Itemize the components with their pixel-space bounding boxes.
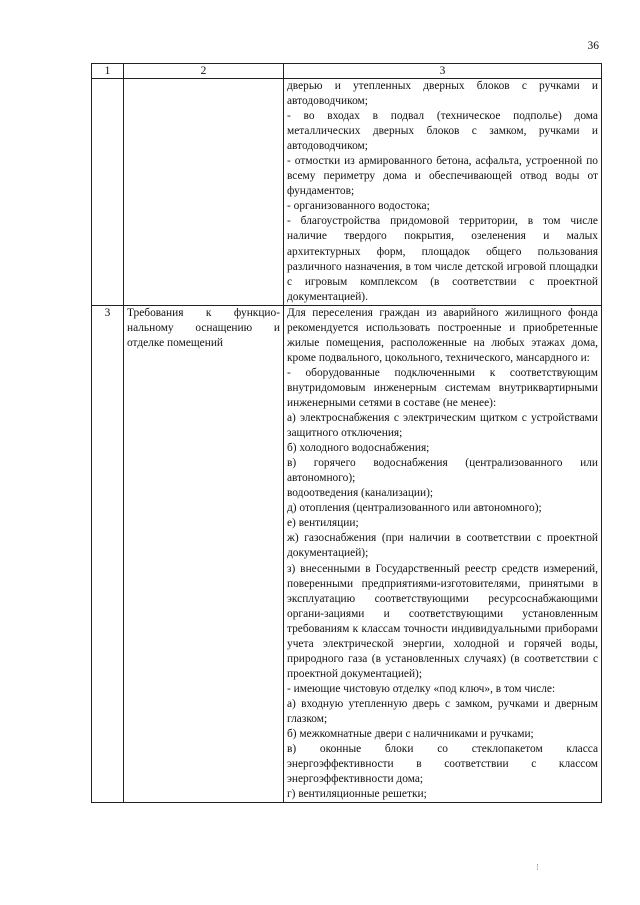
column-header-3: 3: [284, 64, 602, 79]
description-cell: [284, 79, 602, 306]
description-line: - организованного водостока;: [287, 200, 430, 213]
requirement-cell: [124, 79, 284, 306]
requirement-cell: Требования к функцио-нальному оснащению и отделке помещений: [124, 305, 284, 803]
description-line: - во входах в подвал (техническое подполье) дома металлических дверных блоков с замком, ручками и автодоводчиком;: [287, 110, 598, 153]
table-row-3: [92, 305, 602, 803]
column-header-1: 1: [92, 64, 124, 79]
description-line: - отмостки из армированного бетона, асфальта, устроенной по всему периметру дома и обеспечивающей отвод воды от фундаментов;: [287, 155, 598, 198]
requirements-table: [91, 63, 602, 803]
description-line: з) внесенными в Государственный реестр средств измерений, поверенными предприятиями-изготовителями, принятыми в эксплуатацию соответствующими ресурсоснабжающими органи-зациями и соответствующими установленным требованиям к классам точности индивидуальными приборами учета электрической энергии, холодной и горячей воды, природного газа (в установленных случаях) (в соответствии с проектной документацией);: [287, 562, 598, 680]
row-number: [92, 79, 124, 306]
description-line: Для переселения граждан из аварийного жилищного фонда рекомендуется использовать построенные и приобретенные жилые помещения, расположенные на любых этажах дома, кроме подвального, цокольного, технического, мансардного и:: [287, 306, 598, 364]
description-line: г) вентиляционные решетки;: [287, 788, 427, 801]
description-line: дверью и утепленных дверных блоков с ручками и автодоводчиком;: [287, 80, 598, 108]
description-line: ж) газоснабжения (при наличии в соответствии с проектной документацией);: [287, 532, 598, 560]
scan-mark: ⁝: [536, 862, 539, 872]
description-line: водоотведения (канализации);: [287, 487, 434, 500]
page-number: 36: [587, 40, 599, 52]
description-line: - благоустройства придомовой территории, в том числе наличие твердого покрытия, озеленения и малых архитектурных форм, площадок общего пользования различного назначения, в том числе детской игровой площадки с игровым комплексом (в соответствии с проектной документацией).: [287, 215, 598, 303]
row-number: 3: [92, 305, 124, 803]
description-line: б) холодного водоснабжения;: [287, 442, 430, 455]
description-line: - имеющие чистовую отделку «под ключ», в том числе:: [287, 682, 556, 695]
description-line: б) межкомнатные двери с наличниками и ручками;: [287, 728, 534, 741]
column-header-2: 2: [124, 64, 284, 79]
description-line: в) оконные блоки со стеклопакетом класса энергоэффективности в соответствии с классом энергоэффективности дома;: [287, 743, 598, 786]
description-line: е) вентиляции;: [287, 517, 359, 530]
description-line: в) горячего водоснабжения (централизованного или автономного);: [287, 457, 598, 485]
table-header-row: [92, 64, 602, 79]
description-line: - оборудованные подключенными к соответствующим внутридомовым инженерным системам внутриквартирными инженерными сетями в составе (не менее):: [287, 366, 598, 409]
description-line: а) входную утепленную дверь с замком, ручками и дверным глазком;: [287, 697, 598, 725]
description-cell: [284, 305, 602, 803]
description-line: а) электроснабжения с электрическим щитком с устройствами защитного отключения;: [287, 412, 598, 440]
table-row-continuation: [92, 79, 602, 306]
description-line: д) отопления (централизованного или автономного);: [287, 502, 542, 515]
